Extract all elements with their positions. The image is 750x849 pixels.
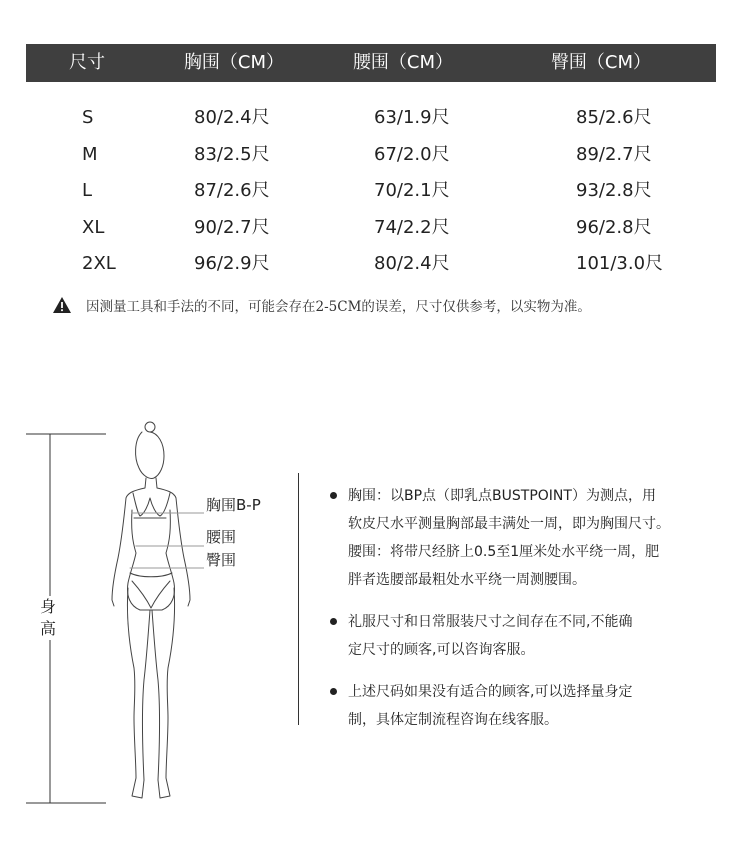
hip-cell: 85/2.6尺 (576, 107, 652, 128)
table-row (26, 246, 716, 283)
note-dress-size (330, 608, 730, 664)
note-bust-waist (330, 482, 730, 594)
note-custom-size (330, 678, 730, 734)
waist-cell: 67/2.0尺 (374, 143, 450, 165)
note-line: 上述尺码如果没有适合的顾客,可以选择量身定 (348, 684, 633, 700)
notice-text: 因测量工具和手法的不同，可能会存在2-5CM的误差，尺寸仅供参考，以实物为准。 (86, 299, 591, 315)
bust-cell: 90/2.7尺 (194, 216, 270, 238)
warning-triangle-icon (52, 296, 72, 314)
size-cell: L (82, 180, 93, 201)
note-line: 礼服尺寸和日常服装尺寸之间存在不同,不能确 (348, 614, 633, 630)
bust-label: 胸围B-P (206, 496, 261, 514)
bust-cell: 87/2.6尺 (194, 180, 270, 201)
bullet-icon (330, 492, 337, 499)
header-size: 尺寸 (69, 52, 105, 73)
hip-label: 臀围 (206, 551, 237, 569)
waist-cell: 80/2.4尺 (374, 253, 450, 274)
measurement-notes (330, 482, 730, 748)
waist-label: 腰围 (206, 528, 237, 546)
measurement-notice (52, 293, 591, 317)
table-row (26, 100, 716, 137)
note-line: 定尺寸的顾客,可以咨询客服。 (348, 642, 535, 658)
size-cell: M (82, 143, 98, 165)
hip-cell: 101/3.0尺 (576, 253, 664, 274)
bust-cell: 83/2.5尺 (194, 143, 270, 165)
divider-line (298, 473, 299, 725)
size-cell: S (82, 107, 94, 128)
height-label: 身高 (39, 597, 56, 638)
hip-cell: 93/2.8尺 (576, 180, 652, 201)
hip-cell: 96/2.8尺 (576, 216, 652, 238)
table-row (26, 210, 716, 247)
body-figure-illustration (104, 418, 204, 808)
bullet-icon (330, 688, 337, 695)
note-line: 胸围：以BP点（即乳点BUSTPOINT）为测点，用 (348, 488, 656, 504)
bullet-icon (330, 618, 337, 625)
size-cell: XL (82, 216, 105, 238)
table-row (26, 173, 716, 210)
table-row (26, 137, 716, 174)
waist-cell: 74/2.2尺 (374, 216, 450, 238)
hip-cell: 89/2.7尺 (576, 143, 652, 165)
bust-cell: 80/2.4尺 (194, 107, 270, 128)
note-line: 腰围：将带尺经脐上0.5至1厘米处水平绕一周，肥 (348, 544, 660, 560)
header-hip: 臀围（CM） (550, 52, 652, 73)
bust-cell: 96/2.9尺 (194, 253, 270, 274)
note-line: 软皮尺水平测量胸部最丰满处一周，即为胸围尺寸。 (348, 516, 670, 532)
size-table-header (26, 44, 716, 82)
note-line: 制，具体定制流程咨询在线客服。 (348, 712, 558, 728)
header-waist: 腰围（CM） (352, 52, 454, 73)
header-bust: 胸围（CM） (183, 52, 285, 73)
waist-cell: 70/2.1尺 (374, 180, 450, 201)
waist-cell: 63/1.9尺 (374, 107, 450, 128)
note-line: 胖者选腰部最粗处水平绕一周测腰围。 (348, 572, 586, 588)
size-table-body (26, 100, 716, 283)
size-cell: 2XL (82, 253, 116, 274)
